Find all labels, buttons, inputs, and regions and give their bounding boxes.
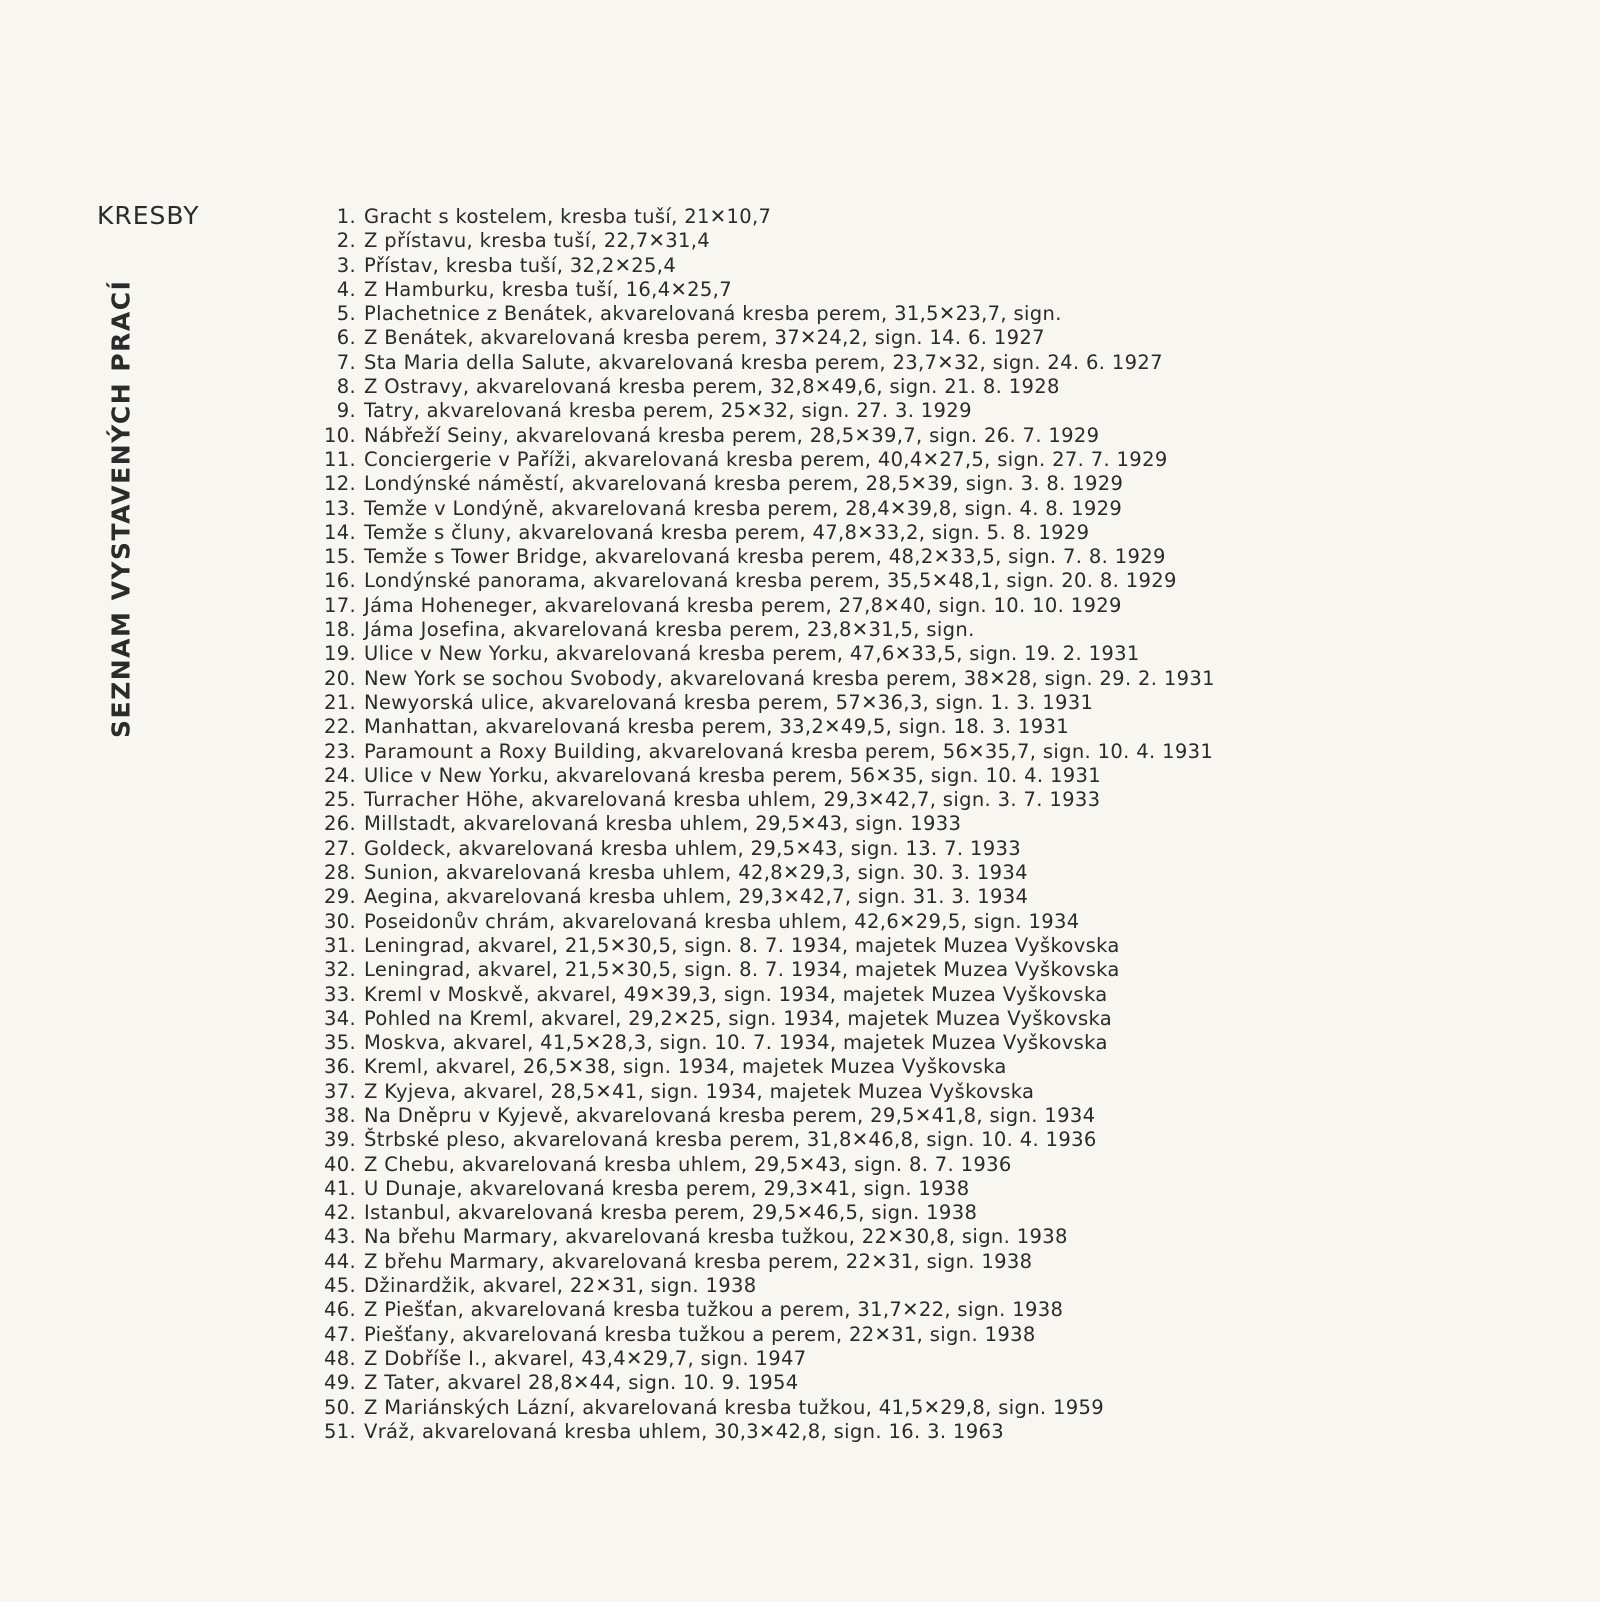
item-number: 43. (323, 1225, 356, 1249)
list-item (322, 715, 1215, 739)
item-text: New York se sochou Svobody, akvarelovaná kresba perem, 38✕28, sign. 29. 2. 1931 (364, 666, 1215, 690)
list-item (322, 1031, 1215, 1055)
list-item (322, 958, 1215, 982)
list-item (322, 642, 1215, 666)
list-item (322, 1177, 1215, 1201)
item-number: 45. (323, 1274, 356, 1298)
item-number: 9. (336, 399, 356, 423)
list-item (322, 1274, 1215, 1298)
item-number: 2. (336, 229, 356, 253)
item-text: Goldeck, akvarelovaná kresba uhlem, 29,5✕43, sign. 13. 7. 1933 (364, 836, 1022, 860)
item-number: 34. (323, 1006, 356, 1030)
list-item (322, 1055, 1215, 1079)
list-item (322, 229, 1215, 253)
item-number: 19. (323, 642, 356, 666)
item-text: Ulice v New Yorku, akvarelovaná kresba perem, 56✕35, sign. 10. 4. 1931 (364, 763, 1102, 787)
list-item (322, 691, 1215, 715)
item-number: 39. (323, 1128, 356, 1152)
item-text: Gracht s kostelem, kresba tuší, 21✕10,7 (364, 205, 772, 228)
item-text: Kreml v Moskvě, akvarel, 49✕39,3, sign. 1934, majetek Muzea Vyškovska (364, 982, 1108, 1006)
item-number: 3. (336, 253, 356, 277)
item-number: 23. (323, 739, 356, 763)
item-number: 22. (323, 715, 356, 739)
item-text: Z Ostravy, akvarelovaná kresba perem, 32,8✕49,6, sign. 21. 8. 1928 (364, 375, 1060, 399)
item-text: U Dunaje, akvarelovaná kresba perem, 29,3✕41, sign. 1938 (364, 1176, 970, 1200)
item-text: Temže v Londýně, akvarelovaná kresba perem, 28,4✕39,8, sign. 4. 8. 1929 (364, 496, 1123, 520)
item-number: 21. (323, 690, 356, 714)
works-list (322, 205, 1215, 1444)
item-text: Ulice v New Yorku, akvarelovaná kresba perem, 47,6✕33,5, sign. 19. 2. 1931 (364, 642, 1140, 666)
item-text: Piešťany, akvarelovaná kresba tužkou a perem, 22✕31, sign. 1938 (364, 1322, 1036, 1346)
item-number: 7. (336, 350, 356, 374)
item-number: 1. (336, 205, 356, 228)
item-text: Newyorská ulice, akvarelovaná kresba perem, 57✕36,3, sign. 1. 3. 1931 (364, 690, 1094, 714)
item-text: Manhattan, akvarelovaná kresba perem, 33,2✕49,5, sign. 18. 3. 1931 (364, 715, 1070, 739)
list-item (322, 910, 1215, 934)
item-text: Kreml, akvarel, 26,5✕38, sign. 1934, majetek Muzea Vyškovska (364, 1055, 1007, 1079)
item-number: 14. (323, 520, 356, 544)
item-number: 18. (323, 618, 356, 642)
list-item (322, 885, 1215, 909)
item-number: 29. (323, 885, 356, 909)
item-number: 32. (323, 958, 356, 982)
list-item (322, 375, 1215, 399)
list-item (322, 569, 1215, 593)
list-item (322, 764, 1215, 788)
list-item (322, 448, 1215, 472)
list-item (322, 1128, 1215, 1152)
item-number: 4. (336, 277, 356, 301)
item-number: 33. (323, 982, 356, 1006)
item-text: Džinardžik, akvarel, 22✕31, sign. 1938 (364, 1274, 757, 1298)
item-text: Z Tater, akvarel 28,8✕44, sign. 10. 9. 1954 (364, 1371, 799, 1395)
item-number: 50. (323, 1395, 356, 1419)
item-text: Z Benátek, akvarelovaná kresba perem, 37✕24,2, sign. 14. 6. 1927 (364, 326, 1045, 350)
item-text: Na Dněpru v Kyjevě, akvarelovaná kresba perem, 29,5✕41,8, sign. 1934 (364, 1103, 1096, 1127)
item-number: 16. (323, 569, 356, 593)
list-item (322, 812, 1215, 836)
item-number: 12. (323, 472, 356, 496)
list-item (322, 837, 1215, 861)
list-item (322, 326, 1215, 350)
item-text: Z přístavu, kresba tuší, 22,7✕31,4 (364, 229, 711, 253)
list-item (322, 351, 1215, 375)
item-number: 42. (323, 1201, 356, 1225)
list-item (322, 472, 1215, 496)
section-heading: KRESBY (97, 201, 200, 230)
item-number: 27. (323, 836, 356, 860)
list-item (322, 1007, 1215, 1031)
list-item (322, 1323, 1215, 1347)
item-number: 17. (323, 593, 356, 617)
item-text: Istanbul, akvarelovaná kresba perem, 29,5✕46,5, sign. 1938 (364, 1201, 978, 1225)
item-number: 40. (323, 1152, 356, 1176)
item-text: Leningrad, akvarel, 21,5✕30,5, sign. 8. 7. 1934, majetek Muzea Vyškovska (364, 958, 1120, 982)
item-text: Londýnské panorama, akvarelovaná kresba perem, 35,5✕48,1, sign. 20. 8. 1929 (364, 569, 1177, 593)
item-number: 49. (323, 1371, 356, 1395)
item-text: Z Chebu, akvarelovaná kresba uhlem, 29,5✕43, sign. 8. 7. 1936 (364, 1152, 1012, 1176)
item-number: 41. (323, 1176, 356, 1200)
item-text: Z Kyjeva, akvarel, 28,5✕41, sign. 1934, majetek Muzea Vyškovska (364, 1079, 1035, 1103)
item-number: 13. (323, 496, 356, 520)
item-text: Aegina, akvarelovaná kresba uhlem, 29,3✕42,7, sign. 31. 3. 1934 (364, 885, 1029, 909)
list-item (322, 254, 1215, 278)
item-number: 11. (323, 447, 356, 471)
list-item (322, 424, 1215, 448)
list-item (322, 521, 1215, 545)
item-number: 48. (323, 1346, 356, 1370)
item-number: 36. (323, 1055, 356, 1079)
item-text: Leningrad, akvarel, 21,5✕30,5, sign. 8. 7. 1934, majetek Muzea Vyškovska (364, 933, 1120, 957)
item-text: Z Piešťan, akvarelovaná kresba tužkou a perem, 31,7✕22, sign. 1938 (364, 1298, 1064, 1322)
item-text: Temže s Tower Bridge, akvarelovaná kresba perem, 48,2✕33,5, sign. 7. 8. 1929 (364, 545, 1166, 569)
item-number: 38. (323, 1103, 356, 1127)
item-number: 46. (323, 1298, 356, 1322)
item-text: Štrbské pleso, akvarelovaná kresba perem, 31,8✕46,8, sign. 10. 4. 1936 (364, 1128, 1097, 1152)
item-text: Millstadt, akvarelovaná kresba uhlem, 29,5✕43, sign. 1933 (364, 812, 962, 836)
item-text: Přístav, kresba tuší, 32,2✕25,4 (364, 253, 677, 277)
list-item (322, 1225, 1215, 1249)
item-text: Z Mariánských Lázní, akvarelovaná kresba tužkou, 41,5✕29,8, sign. 1959 (364, 1395, 1105, 1419)
list-item (322, 1396, 1215, 1420)
item-number: 28. (323, 861, 356, 885)
item-text: Tatry, akvarelovaná kresba perem, 25✕32, sign. 27. 3. 1929 (364, 399, 972, 423)
list-item (322, 983, 1215, 1007)
list-item (322, 667, 1215, 691)
list-item (322, 861, 1215, 885)
list-item (322, 1298, 1215, 1322)
list-item (322, 1080, 1215, 1104)
item-text: Moskva, akvarel, 41,5✕28,3, sign. 10. 7. 1934, majetek Muzea Vyškovska (364, 1031, 1108, 1055)
item-number: 35. (323, 1031, 356, 1055)
list-item (322, 497, 1215, 521)
item-text: Sunion, akvarelovaná kresba uhlem, 42,8✕29,3, sign. 30. 3. 1934 (364, 861, 1028, 885)
list-item (322, 302, 1215, 326)
item-number: 15. (323, 545, 356, 569)
item-number: 25. (323, 788, 356, 812)
item-text: Z břehu Marmary, akvarelovaná kresba perem, 22✕31, sign. 1938 (364, 1249, 1033, 1273)
item-text: Nábřeží Seiny, akvarelovaná kresba perem, 28,5✕39,7, sign. 26. 7. 1929 (364, 423, 1100, 447)
item-text: Jáma Josefina, akvarelovaná kresba perem, 23,8✕31,5, sign. (364, 618, 975, 642)
item-number: 20. (323, 666, 356, 690)
item-number: 8. (336, 375, 356, 399)
list-item (322, 934, 1215, 958)
list-item (322, 594, 1215, 618)
item-number: 47. (323, 1322, 356, 1346)
item-text: Sta Maria della Salute, akvarelovaná kresba perem, 23,7✕32, sign. 24. 6. 1927 (364, 350, 1163, 374)
list-item (322, 1420, 1215, 1444)
list-item (322, 1250, 1215, 1274)
list-item (322, 788, 1215, 812)
item-number: 6. (336, 326, 356, 350)
list-item (322, 399, 1215, 423)
vertical-section-title: SEZNAM VYSTAVENÝCH PRACÍ (106, 279, 136, 738)
item-text: Z Dobříše I., akvarel, 43,4✕29,7, sign. 1947 (364, 1346, 807, 1370)
item-number: 10. (323, 423, 356, 447)
item-number: 5. (336, 302, 356, 326)
item-number: 44. (323, 1249, 356, 1273)
list-item (322, 740, 1215, 764)
item-text: Na břehu Marmary, akvarelovaná kresba tužkou, 22✕30,8, sign. 1938 (364, 1225, 1068, 1249)
item-number: 37. (323, 1079, 356, 1103)
list-item (322, 618, 1215, 642)
item-text: Temže s čluny, akvarelovaná kresba perem, 47,8✕33,2, sign. 5. 8. 1929 (364, 520, 1090, 544)
list-item (322, 1153, 1215, 1177)
item-text: Conciergerie v Paříži, akvarelovaná kresba perem, 40,4✕27,5, sign. 27. 7. 1929 (364, 447, 1168, 471)
item-text: Pohled na Kreml, akvarel, 29,2✕25, sign. 1934, majetek Muzea Vyškovska (364, 1006, 1113, 1030)
item-text: Z Hamburku, kresba tuší, 16,4✕25,7 (364, 277, 732, 301)
item-text: Poseidonův chrám, akvarelovaná kresba uhlem, 42,6✕29,5, sign. 1934 (364, 909, 1080, 933)
list-item (322, 1347, 1215, 1371)
list-item (322, 545, 1215, 569)
item-text: Plachetnice z Benátek, akvarelovaná kresba perem, 31,5✕23,7, sign. (364, 302, 1062, 326)
item-text: Paramount a Roxy Building, akvarelovaná kresba perem, 56✕35,7, sign. 10. 4. 1931 (364, 739, 1214, 763)
item-text: Jáma Hoheneger, akvarelovaná kresba perem, 27,8✕40, sign. 10. 10. 1929 (364, 593, 1122, 617)
list-item (322, 278, 1215, 302)
item-number: 24. (323, 763, 356, 787)
item-number: 26. (323, 812, 356, 836)
item-number: 30. (323, 909, 356, 933)
list-item (322, 1201, 1215, 1225)
item-text: Turracher Höhe, akvarelovaná kresba uhlem, 29,3✕42,7, sign. 3. 7. 1933 (364, 788, 1101, 812)
item-number: 51. (323, 1419, 356, 1443)
item-text: Vráž, akvarelovaná kresba uhlem, 30,3✕42,8, sign. 16. 3. 1963 (364, 1419, 1004, 1443)
item-number: 31. (323, 933, 356, 957)
list-item (322, 1371, 1215, 1395)
list-item (322, 205, 1215, 229)
list-item (322, 1104, 1215, 1128)
item-text: Londýnské náměstí, akvarelovaná kresba perem, 28,5✕39, sign. 3. 8. 1929 (364, 472, 1124, 496)
